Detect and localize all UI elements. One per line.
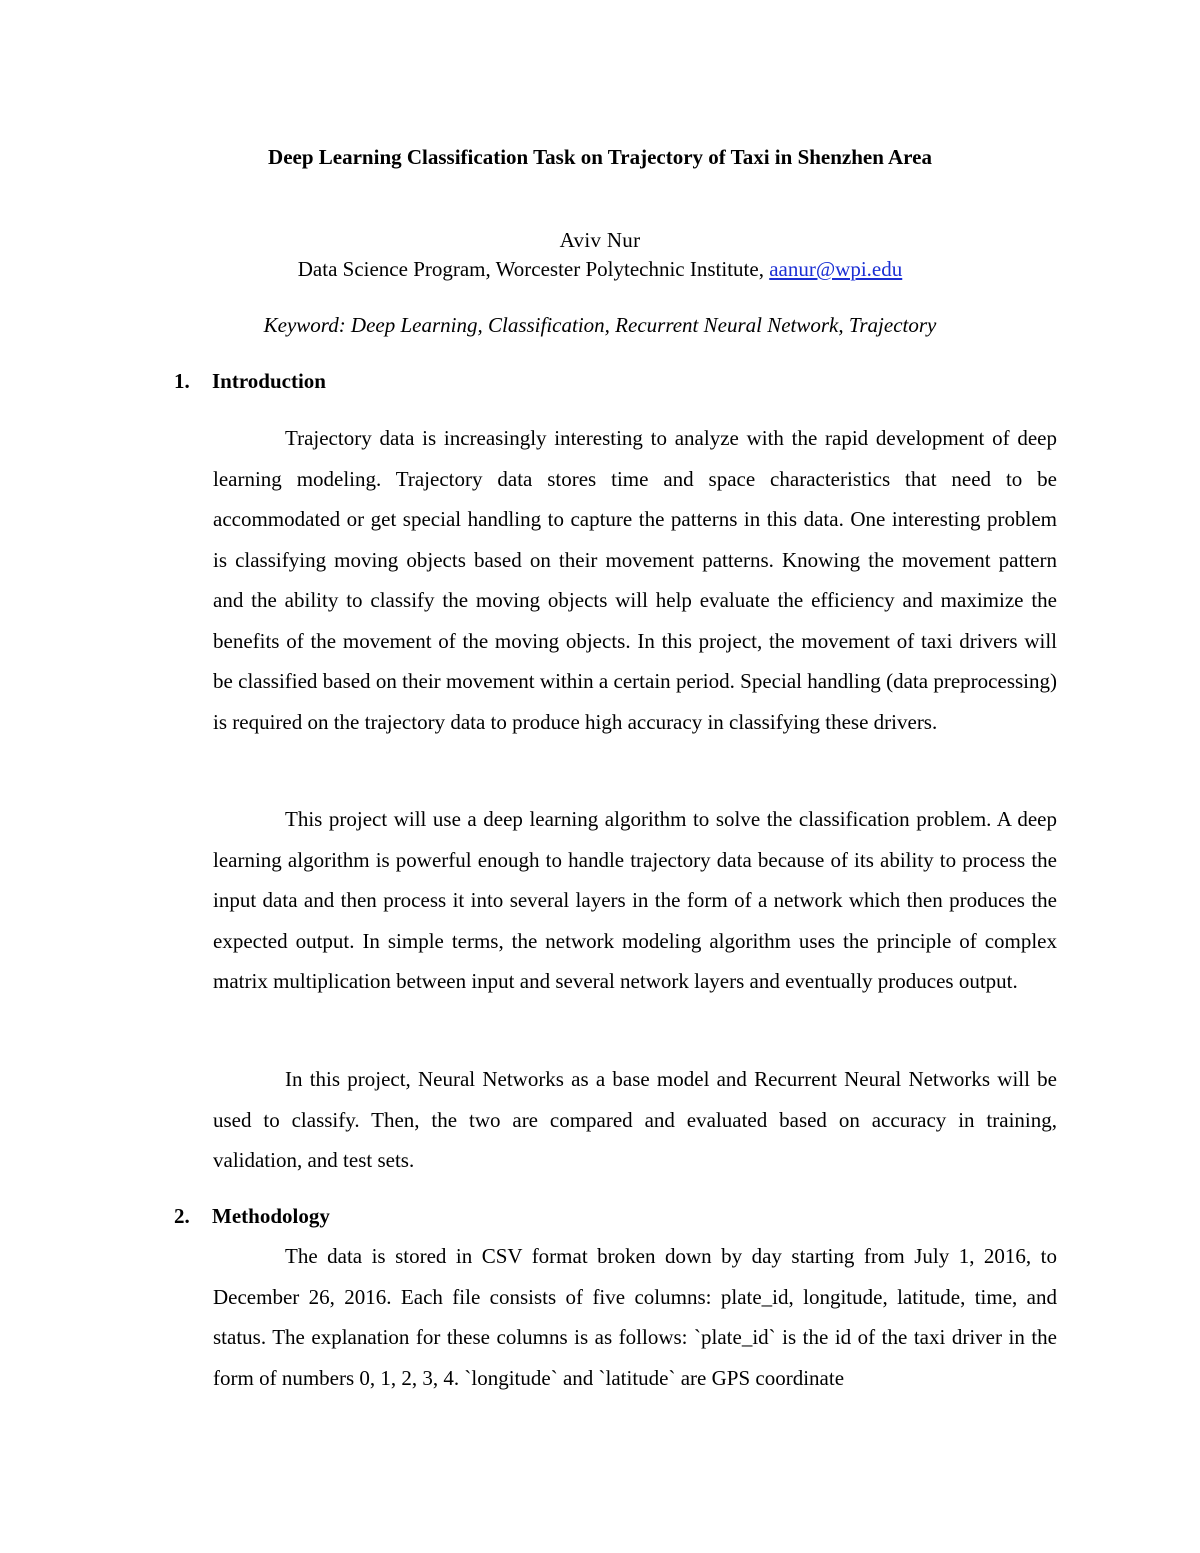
methodology-paragraph-1: The data is stored in CSV format broken down by day starting from July 1, 2016, to December 26, 2016. Each file consists of five columns: plate_id, longitude, latitude, time, and status. The explanation for these columns is as follows: `plate_id` is the id of the taxi driver in the form of numbers 0, 1, 2, 3, 4. `longitude` and `latitude` are GPS coordinate — [213, 1244, 1057, 1390]
keywords: Keyword: Deep Learning, Classification, Recurrent Neural Network, Trajectory — [263, 313, 937, 337]
intro-paragraph-3: In this project, Neural Networks as a base model and Recurrent Neural Networks will be used to classify. Then, the two are compared and evaluated based on accuracy in training, validation, and test sets. — [213, 1067, 1057, 1172]
email-link[interactable]: aanur@wpi.edu — [769, 257, 903, 281]
section-title: Introduction — [212, 369, 326, 393]
section-title: Methodology — [212, 1204, 330, 1228]
intro-paragraph-2: This project will use a deep learning algorithm to solve the classification problem. A deep learning algorithm is powerful enough to handle trajectory data because of its ability to process the input data and then process it into several layers in the form of a network which then produces the expected output. In simple terms, the network modeling algorithm uses the principle of complex matrix multiplication between input and several network layers and eventually produces output. — [213, 807, 1057, 993]
intro-paragraph-1: Trajectory data is increasingly interesting to analyze with the rapid development of deep learning modeling. Trajectory data stores time and space characteristics that need to be accommodated or get special handling to capture the patterns in this data. One interesting problem is classifying moving objects based on their movement patterns. Knowing the movement pattern and the ability to classify the moving objects will help evaluate the efficiency and maximize the benefits of the movement of the moving objects. In this project, the movement of taxi drivers will be classified based on their movement within a certain period. Special handling (data preprocessing) is required on the trajectory data to produce high accuracy in classifying these drivers. — [213, 426, 1057, 734]
section-heading-introduction — [174, 367, 326, 395]
section-number: 2. — [174, 1204, 190, 1228]
section-number: 1. — [174, 369, 190, 393]
affiliation — [0, 255, 1200, 283]
section-heading-methodology — [174, 1202, 330, 1230]
author-name: Aviv Nur — [559, 228, 641, 252]
paper-title: Deep Learning Classification Task on Trajectory of Taxi in Shenzhen Area — [268, 145, 932, 169]
affiliation-text: Data Science Program, Worcester Polytechnic Institute, — [297, 257, 770, 281]
